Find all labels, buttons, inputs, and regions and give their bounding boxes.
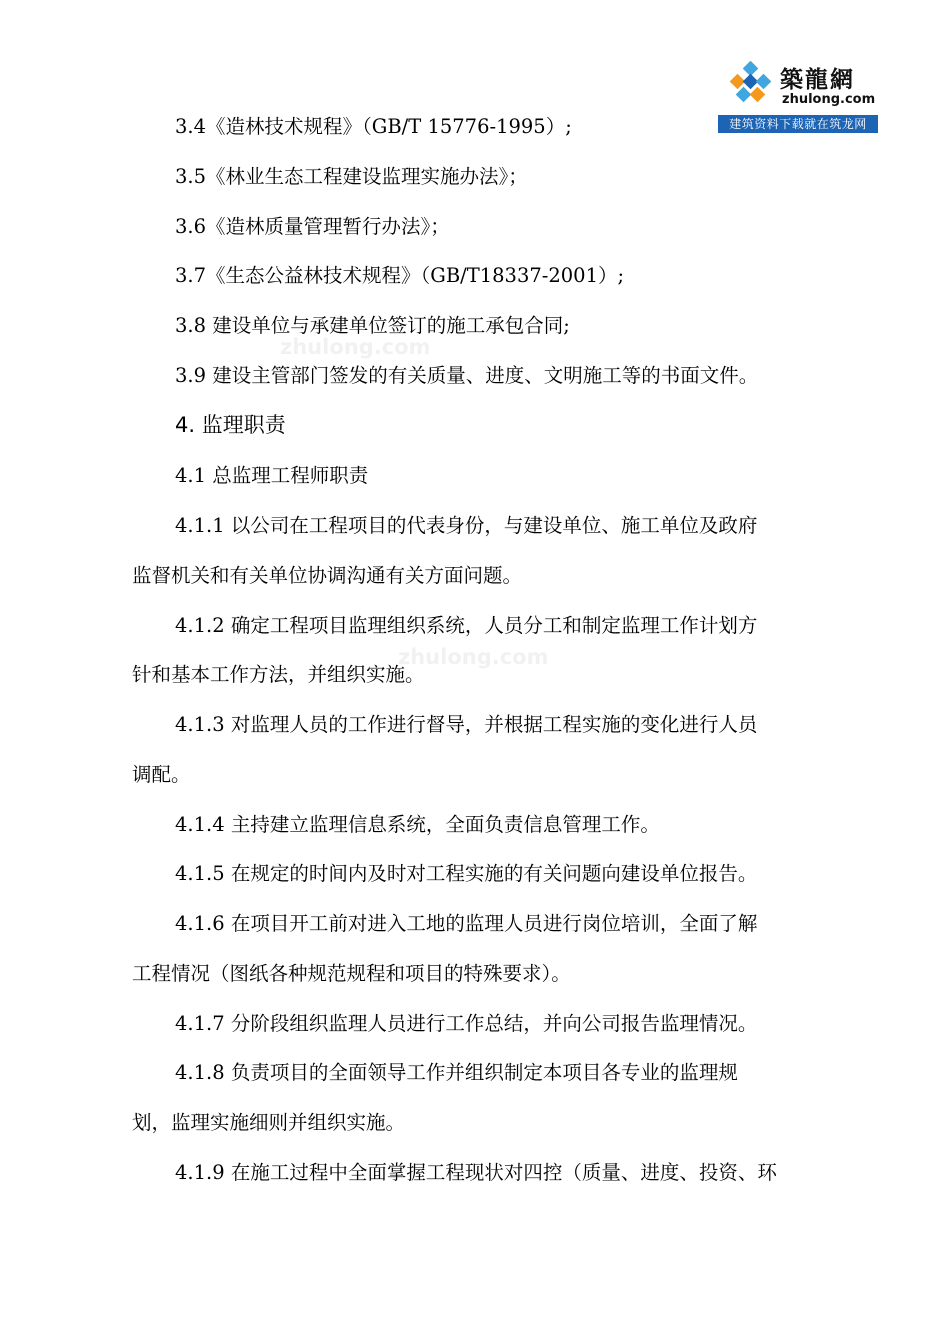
- text-line: 划，监理实施细则并组织实施。: [132, 1111, 406, 1134]
- text-line: 监督机关和有关单位协调沟通有关方面问题。: [132, 564, 523, 587]
- text-line: 3.5《林业生态工程建设监理实施办法》；: [175, 165, 528, 188]
- text-line: 4.1.2 确定工程项目监理组织系统，人员分工和制定监理工作计划方: [175, 614, 758, 637]
- text-line: 4.1.6 在项目开工前对进入工地的监理人员进行岗位培训，全面了解: [175, 912, 758, 935]
- text-line: 3.6《造林质量管理暂行办法》；: [175, 215, 450, 238]
- text-line: 4.1.8 负责项目的全面领导工作并组织制定本项目各专业的监理规: [175, 1061, 738, 1084]
- text-line: 3.7《生态公益林技术规程》（GB/T18337-2001）;: [175, 264, 625, 287]
- text-line: 3.8 建设单位与承建单位签订的施工承包合同;: [175, 314, 570, 337]
- text-line: 4.1.5 在规定的时间内及时对工程实施的有关问题向建设单位报告。: [175, 862, 758, 885]
- text-line: 4.1.7 分阶段组织监理人员进行工作总结，并向公司报告监理情况。: [175, 1012, 758, 1035]
- text-line: 4.1.1 以公司在工程项目的代表身份，与建设单位、施工单位及政府: [175, 514, 758, 537]
- text-line: 工程情况（图纸各种规范规程和项目的特殊要求）。: [132, 962, 571, 985]
- subsection-heading: 4.1 总监理工程师职责: [175, 464, 369, 487]
- text-line: 4.1.3 对监理人员的工作进行督导，并根据工程实施的变化进行人员: [175, 713, 758, 736]
- text-line: 4.1.9 在施工过程中全面掌握工程现状对四控（质量、进度、投资、环: [175, 1161, 777, 1184]
- text-line: 3.9 建设主管部门签发的有关质量、进度、文明施工等的书面文件。: [175, 364, 759, 387]
- text-line: 针和基本工作方法，并组织实施。: [132, 663, 425, 686]
- logo-mark-icon: [724, 61, 778, 111]
- watermark: zhulong.com: [280, 335, 431, 359]
- text-line: 4.1.4 主持建立监理信息系统，全面负责信息管理工作。: [175, 813, 660, 836]
- section-heading: 4. 监理职责: [175, 413, 286, 437]
- text-line: 调配。: [132, 763, 191, 786]
- logo-title: 築龍網: [780, 66, 855, 93]
- zhulong-logo: [718, 57, 878, 133]
- text-line: 3.4《造林技术规程》（GB/T 15776-1995）;: [175, 115, 572, 138]
- watermark: zhulong.com: [398, 645, 549, 669]
- logo-domain: zhulong.com: [782, 92, 876, 107]
- logo-slogan: 建筑资料下载就在筑龙网: [718, 115, 878, 133]
- logo-top: [718, 57, 878, 115]
